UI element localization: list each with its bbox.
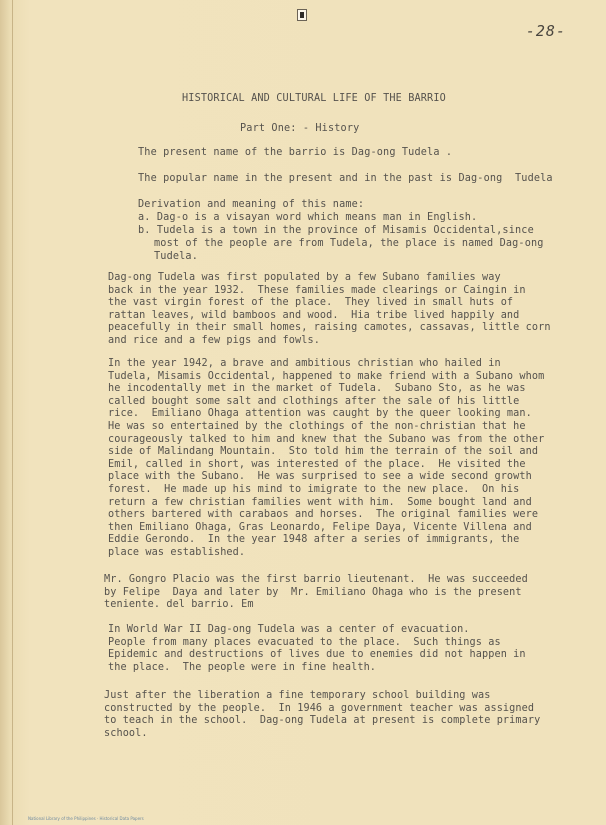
page-edge (12, 0, 13, 825)
document-title: HISTORICAL AND CULTURAL LIFE OF THE BARRIO (182, 93, 446, 104)
history-paragraph-5: Just after the liberation a fine temporary school building was constructed by the people. In 1946 a government teacher was assigned to teach in the school. Dag-ong Tudela at present is complete primary school. (104, 690, 541, 739)
history-paragraph-4: In World War II Dag-ong Tudela was a center of evacuation. People from many places evacuated to the place. Such things as Epidemic and destructions of lives due to enemies did not happen in the place. The people were in fine health. (108, 624, 526, 673)
footer-credit: National Library of the Philippines · Historical Data Papers (28, 816, 144, 821)
binder-clip-icon (297, 9, 307, 21)
derivation-item-b-cont: most of the people are from Tudela, the place is named Dag-ong (154, 238, 544, 249)
history-paragraph-3: Mr. Gongro Placio was the first barrio lieutenant. He was succeeded by Felipe Daya and later by Mr. Emiliano Ohaga who is the present teniente. del barrio. Em (104, 574, 528, 611)
derivation-item-a: a. Dag-o is a visayan word which means man in English. (138, 212, 478, 223)
history-paragraph-2: In the year 1942, a brave and ambitious christian who hailed in Tudela, Misamis Occidental, happened to make friend with a Subano whom he incodentally met in the market of Tudela. Subano Sto, as he was called bought some salt and clothings after the sale of his little rice. Emiliano Ohaga attention was caught by the queer looking man. He was so entertained by the clothings of the non-christian that he courageously talked to him and knew that the Subano was from the other side of Malindang Mountain. Sto told him the terrain of the soil and Emil, called in short, was interested of the place. He visited the place with the Subano. He was surprised to see a wide second growth forest. He made up his mind to imigrate to the new place. On his return a few christian families went with him. Some bought land and others bartered with carabaos and horses. The original families were then Emiliano Ohaga, Gras Leonardo, Felipe Daya, Vicente Villena and Eddie Gerondo. In the year 1948 after a series of immigrants, the place was established. (108, 358, 545, 558)
part-heading: Part One: - History (240, 123, 360, 134)
derivation-item-b-cont: Tudela. (154, 251, 198, 262)
page-number: -28- (525, 22, 566, 40)
derivation-heading: Derivation and meaning of this name: (138, 199, 365, 210)
derivation-item-b: b. Tudela is a town in the province of Misamis Occidental,since (138, 225, 534, 236)
popular-name-line: The popular name in the present and in the past is Dag-ong Tudela (138, 173, 553, 184)
present-name-line: The present name of the barrio is Dag-ong Tudela . (138, 147, 453, 158)
history-paragraph-1: Dag-ong Tudela was first populated by a few Subano families way back in the year 1932. These families made clearings or Caingin in the vast virgin forest of the place. They lived in small huts of rattan leaves, wild bamboos and wood. Hia tribe lived happily and peacefully in their small homes, raising camotes, cassavas, little corn and rice and a few pigs and fowls. (108, 272, 551, 346)
